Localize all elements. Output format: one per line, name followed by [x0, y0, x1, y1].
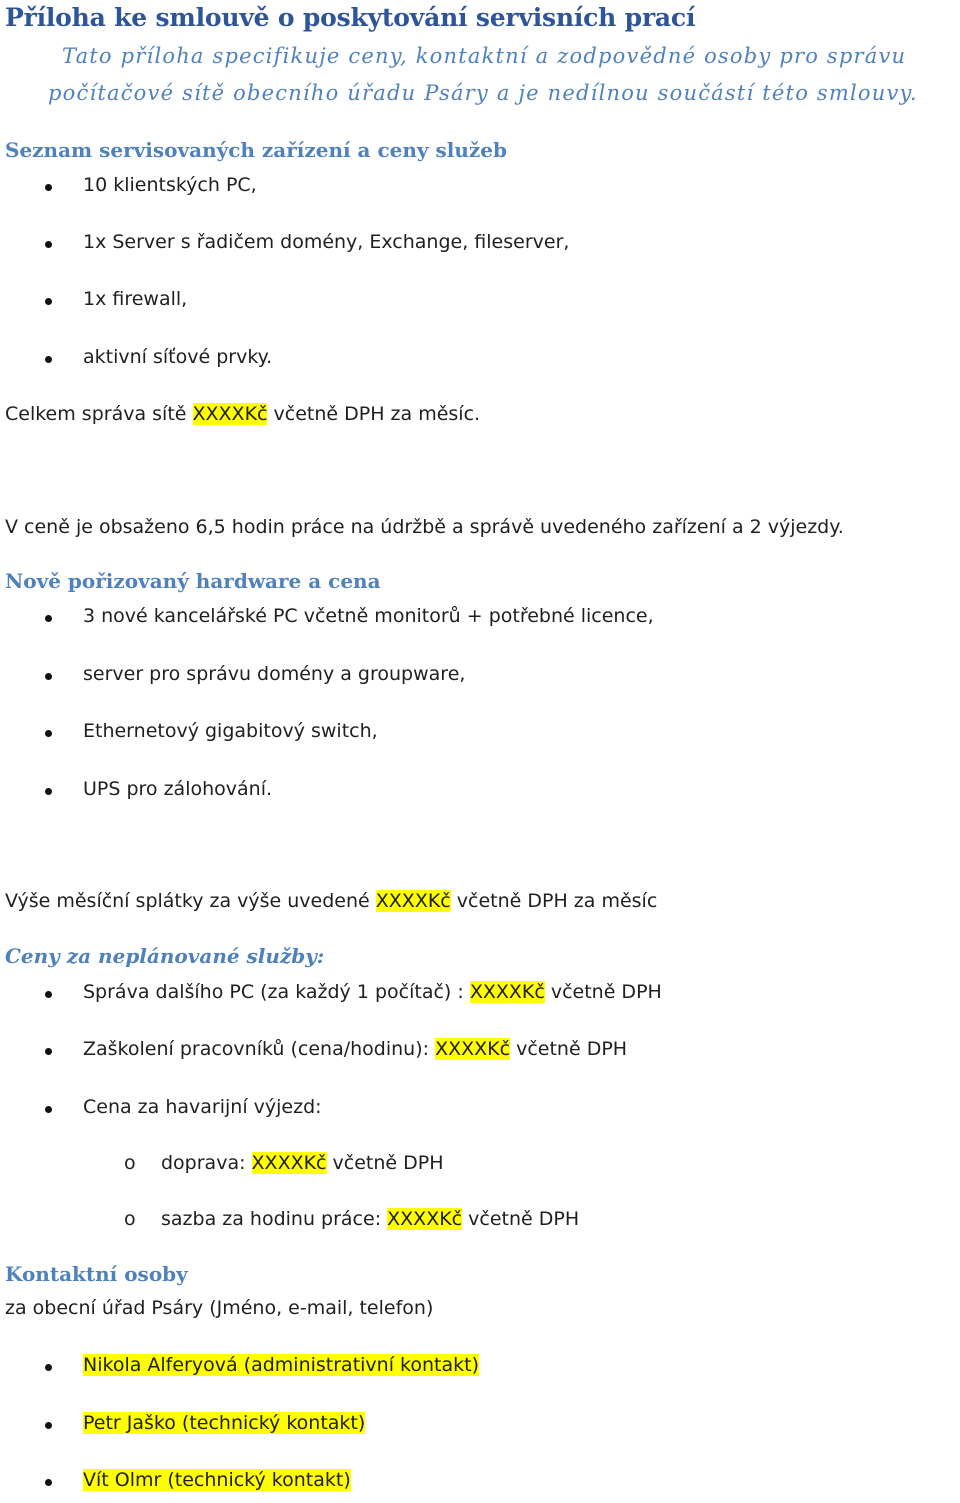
circle-bullet-icon: o [124, 1208, 136, 1230]
contact-item [83, 1412, 365, 1434]
bullet-icon [45, 1106, 52, 1113]
emergency-subitem-hourly [161, 1208, 579, 1230]
item-price: XXXXKč [435, 1038, 511, 1060]
item-text: Správa dalšího PC (za každý 1 počítač) : [83, 981, 470, 1003]
item-suffix: včetně DPH [462, 1208, 580, 1230]
monthly-installment [5, 890, 657, 912]
hardware-item: 3 nové kancelářské PC včetně monitorů + potřebné licence, [83, 605, 654, 627]
bullet-icon [45, 673, 52, 680]
bullet-icon [45, 184, 52, 191]
network-management-total [5, 403, 480, 425]
unplanned-item-pc [83, 981, 662, 1003]
section-heading-contacts: Kontaktní osoby [5, 1262, 188, 1286]
item-price: XXXXKč [469, 981, 545, 1003]
document-title: Příloha ke smlouvě o poskytování servisních prací [5, 3, 696, 32]
section-heading-unplanned: Ceny za neplánované služby: [5, 944, 325, 968]
circle-bullet-icon: o [124, 1152, 136, 1174]
device-item: 1x Server s řadičem domény, Exchange, fileserver, [83, 231, 570, 253]
included-work-note: V ceně je obsaženo 6,5 hodin práce na údržbě a správě uvedeného zařízení a 2 výjezdy. [5, 516, 844, 538]
item-suffix: včetně DPH [544, 981, 662, 1003]
total-suffix: včetně DPH za měsíc. [267, 403, 481, 425]
document-subtitle-line-2: počítačové sítě obecního úřadu Psáry a je nedílnou součástí této smlouvy. [48, 81, 918, 105]
device-item: aktivní síťové prvky. [83, 346, 273, 368]
contact-item [83, 1354, 479, 1376]
hardware-item: server pro správu domény a groupware, [83, 663, 466, 685]
section-heading-devices: Seznam servisovaných zařízení a ceny služeb [5, 138, 507, 162]
installment-prefix: Výše měsíční splátky za výše uvedené [5, 890, 376, 912]
item-price: XXXXKč [387, 1208, 463, 1230]
installment-suffix: včetně DPH za měsíc [450, 890, 658, 912]
item-suffix: včetně DPH [326, 1152, 444, 1174]
device-item: 1x firewall, [83, 288, 188, 310]
bullet-icon [45, 1479, 52, 1486]
unplanned-item-emergency: Cena za havarijní výjezd: [83, 1096, 322, 1118]
item-suffix: včetně DPH [510, 1038, 628, 1060]
hardware-item: UPS pro zálohování. [83, 778, 273, 800]
contact-name: Nikola Alferyová (administrativní kontakt) [83, 1354, 479, 1376]
item-text: sazba za hodinu práce: [161, 1208, 388, 1230]
bullet-icon [45, 356, 52, 363]
bullet-icon [45, 1422, 52, 1429]
item-price: XXXXKč [251, 1152, 327, 1174]
total-price: XXXXKč [192, 403, 268, 425]
total-prefix: Celkem správa sítě [5, 403, 193, 425]
item-text: doprava: [161, 1152, 252, 1174]
document-subtitle-line-1: Tato příloha specifikuje ceny, kontaktní a zodpovědné osoby pro správu [62, 44, 907, 68]
contact-item [83, 1469, 351, 1491]
contact-name: Petr Jaško (technický kontakt) [83, 1412, 366, 1434]
item-text: Zaškolení pracovníků (cena/hodinu): [83, 1038, 436, 1060]
bullet-icon [45, 241, 52, 248]
bullet-icon [45, 991, 52, 998]
bullet-icon [45, 615, 52, 622]
bullet-icon [45, 1048, 52, 1055]
device-item: 10 klientských PC, [83, 174, 257, 196]
installment-price: XXXXKč [375, 890, 451, 912]
contact-name: Vít Olmr (technický kontakt) [83, 1469, 351, 1491]
bullet-icon [45, 1364, 52, 1371]
section-heading-hardware: Nově pořizovaný hardware a cena [5, 569, 381, 593]
contacts-intro: za obecní úřad Psáry (Jméno, e-mail, telefon) [5, 1297, 434, 1319]
emergency-subitem-transport [161, 1152, 444, 1174]
bullet-icon [45, 730, 52, 737]
bullet-icon [45, 788, 52, 795]
bullet-icon [45, 298, 52, 305]
hardware-item: Ethernetový gigabitový switch, [83, 720, 378, 742]
unplanned-item-training [83, 1038, 627, 1060]
